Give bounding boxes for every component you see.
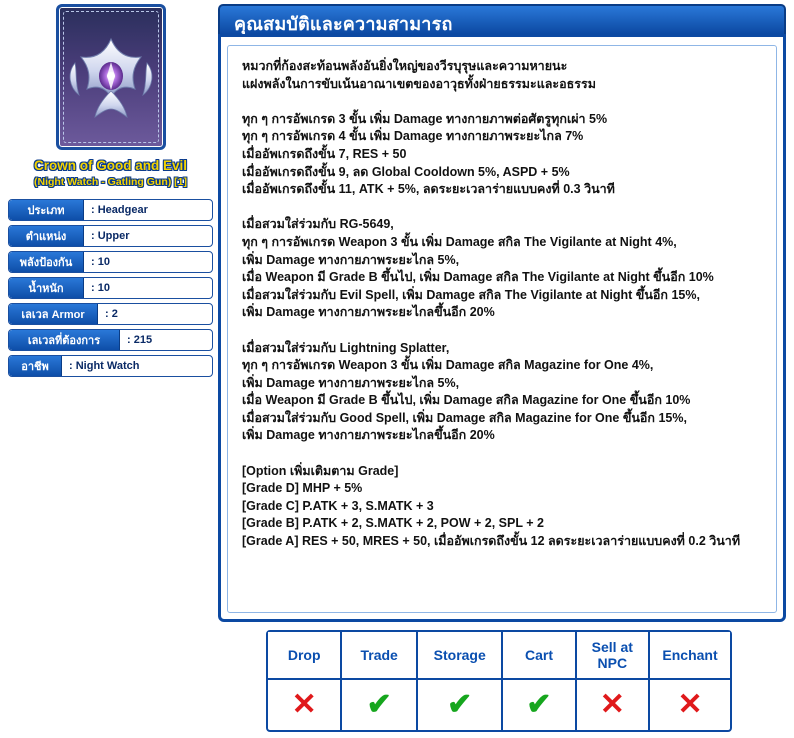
column-header-cart: Cart xyxy=(502,632,575,679)
stat-row-type xyxy=(8,199,213,221)
cross-icon: ✕ xyxy=(599,688,625,721)
column-header-drop: Drop xyxy=(268,632,341,679)
table-header-row xyxy=(268,632,730,679)
page-title: คุณสมบัติและความสามารถ xyxy=(234,14,453,34)
stat-label-position: ตำแหน่ง xyxy=(9,226,84,246)
stat-value-required-level: : 215 xyxy=(127,334,153,346)
check-icon: ✔ xyxy=(366,688,392,721)
table-row xyxy=(268,679,730,730)
panel-body xyxy=(218,34,786,622)
stat-label-weight: น้ำหนัก xyxy=(9,278,84,298)
cell-cart xyxy=(502,679,575,730)
permissions-table xyxy=(268,632,730,730)
check-icon: ✔ xyxy=(447,688,473,721)
stat-value-type: : Headgear xyxy=(91,204,148,216)
cross-icon: ✕ xyxy=(677,688,703,721)
stat-value-defense: : 10 xyxy=(91,256,110,268)
item-description-text: หมวกที่ก้องสะท้อนพลังอันยิ่งใหญ่ของวีรบุรุษและความหายนะ แฝงพลังในการขับเน้นอาณาเขตของอาวุธทั้งฝ่ายธรรมะและอธรรม ทุก ๆ การอัพเกรด 3 ขั้น เพิ่ม Damage ทางกายภาพต่อศัตรูทุกเผ่า 5% ทุก ๆ การอัพเกรด 4 ขั้น เพิ่ม Damage ทางกายภาพระยะไกล 7% เมื่ออัพเกรดถึงขั้น 7, RES + 50 เมื่ออัพเกรดถึงขั้น 9, ลด Global Cooldown 5%, ASPD + 5% เมื่ออัพเกรดถึงขั้น 11, ATK + 5%, ลดระยะเวลาร่ายแบบคงที่ 0.3 วินาที เมื่อสวมใส่ร่วมกับ RG-5649, ทุก ๆ การอัพเกรด Weapon 3 ขั้น เพิ่ม Damage สกิล The Vigilante at Night 4%, เพิ่ม Damage ทางกายภาพระยะไกล 5%, เมื่อ Weapon มี Grade B ขึ้นไป, เพิ่ม Damage สกิล The Vigilante at Night ขึ้นอีก 10% เมื่อสวมใส่ร่วมกับ Evil Spell, เพิ่ม Damage สกิล The Vigilante at Night ขึ้นอีก 15%, เพิ่ม Damage ทางกายภาพระยะไกลขึ้นอีก 20% เมื่อสวมใส่ร่วมกับ Lightning Splatter, ทุก ๆ การอัพเกรด Weapon 3 ขั้น เพิ่ม Damage สกิล Magazine for One 4%, เพิ่ม Damage ทางกายภาพระยะไกล 5%, เมื่อ Weapon มี Grade B ขึ้นไป, เพิ่ม Damage สกิล Magazine for One ขึ้นอีก 10% เมื่อสวมใส่ร่วมกับ Good Spell, เพิ่ม Damage สกิล Magazine for One ขึ้นอีก 15%, เพิ่ม Damage ทางกายภาพระยะไกลขึ้นอีก 20% [Option เพิ่มเติมตาม Grade] [Grade D] MHP + 5% [Grade C] P.ATK + 3, S.MATK + 3 [Grade B] P.ATK + 2, S.MATK + 2, POW + 2, SPL + 2 [Grade A] RES + 50, MRES + 50, เมื่ออัพเกรดถึงขั้น 12 ลดระยะเวลาร่ายแบบคงที่ 0.2 วินาที xyxy=(242,59,741,549)
panel-header xyxy=(218,4,786,36)
stat-value-position: : Upper xyxy=(91,230,130,242)
item-image-frame xyxy=(56,4,166,150)
stat-row-defense xyxy=(8,251,213,273)
crown-of-good-and-evil-icon xyxy=(65,29,157,125)
stat-row-position xyxy=(8,225,213,247)
column-header-enchant: Enchant xyxy=(649,632,730,679)
item-subname: (Night Watch - Gatling Gun) [1] xyxy=(33,176,187,188)
cell-sell-at-npc xyxy=(576,679,650,730)
cell-trade xyxy=(341,679,417,730)
cell-enchant xyxy=(649,679,730,730)
cell-drop xyxy=(268,679,341,730)
item-description-panel xyxy=(218,4,786,622)
column-header-storage: Storage xyxy=(417,632,502,679)
stat-value-armor-level: : 2 xyxy=(105,308,118,320)
cell-storage xyxy=(417,679,502,730)
stat-value-weight: : 10 xyxy=(91,282,110,294)
item-permissions-table xyxy=(266,630,732,732)
stat-label-defense: พลังป้องกัน xyxy=(9,252,84,272)
stat-row-job xyxy=(8,355,213,377)
stat-label-armor-level: เลเวล Armor xyxy=(9,304,98,324)
column-header-trade: Trade xyxy=(341,632,417,679)
item-name: Crown of Good and Evil xyxy=(34,158,187,173)
stat-label-job: อาชีพ xyxy=(9,356,62,376)
stat-label-required-level: เลเวลที่ต้องการ xyxy=(9,330,120,350)
check-icon: ✔ xyxy=(526,688,552,721)
stat-row-required-level xyxy=(8,329,213,351)
cross-icon: ✕ xyxy=(291,688,317,721)
column-header-sell-at-npc: Sell at NPC xyxy=(576,632,650,679)
item-summary-column xyxy=(8,4,213,381)
panel-inner-border xyxy=(227,45,777,613)
stat-value-job: : Night Watch xyxy=(69,360,140,372)
item-name-block xyxy=(8,158,213,189)
item-stat-list xyxy=(8,199,213,377)
stat-row-weight xyxy=(8,277,213,299)
stat-label-type: ประเภท xyxy=(9,200,84,220)
stat-row-armor-level xyxy=(8,303,213,325)
